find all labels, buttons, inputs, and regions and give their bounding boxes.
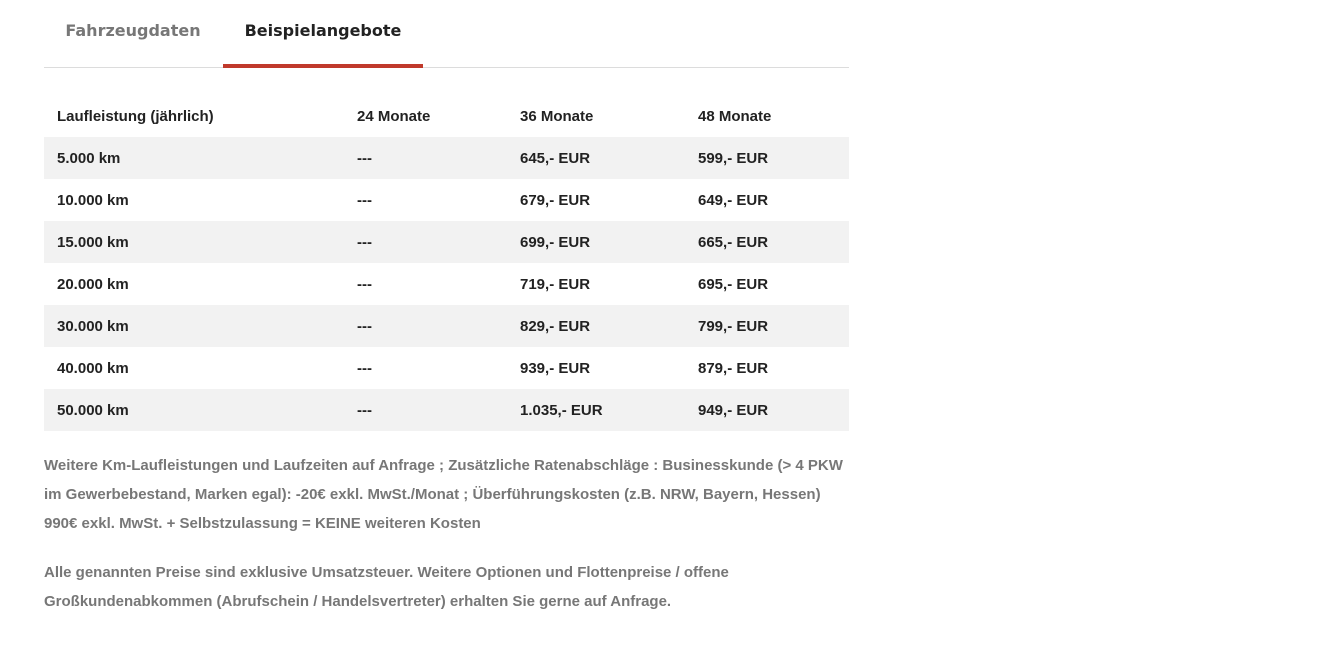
- cell-mileage: 20.000 km: [57, 275, 129, 293]
- cell-24-monate: ---: [357, 359, 372, 377]
- table-row: [44, 263, 849, 305]
- header-36-monate: 36 Monate: [520, 108, 594, 125]
- cell-36-monate: 829,- EUR: [520, 305, 698, 347]
- cell-mileage: 15.000 km: [44, 221, 357, 263]
- cell-24-monate: ---: [357, 137, 520, 179]
- cell-mileage: 10.000 km: [57, 191, 129, 209]
- note-tax-info: Alle genannten Preise sind exklusive Umsatzsteuer. Weitere Optionen und Flottenpreise / offene Großkundenabkommen (Abrufschein / Handelsvertreter) erhalten Sie gerne auf Anfrage.: [44, 564, 729, 610]
- cell-mileage: 50.000 km: [44, 389, 357, 431]
- table-row: [44, 179, 849, 221]
- cell-36-monate: 679,- EUR: [520, 191, 591, 209]
- active-tab-indicator: [223, 64, 423, 68]
- cell-36-monate: 719,- EUR: [520, 275, 591, 293]
- table-row: [44, 347, 849, 389]
- cell-48-monate: 649,- EUR: [698, 191, 769, 209]
- header-24-monate: 24 Monate: [357, 108, 431, 125]
- table-row: [44, 221, 849, 263]
- cell-36-monate: 1.035,- EUR: [520, 389, 698, 431]
- cell-36-monate: 939,- EUR: [520, 359, 591, 377]
- tab-bar: [44, 0, 849, 68]
- cell-mileage: 5.000 km: [44, 137, 357, 179]
- offers-panel: [44, 0, 849, 636]
- table-row: [44, 389, 849, 431]
- cell-48-monate: 599,- EUR: [698, 137, 849, 179]
- table-row: [44, 305, 849, 347]
- cell-36-monate: 645,- EUR: [520, 137, 698, 179]
- cell-24-monate: ---: [357, 389, 520, 431]
- cell-24-monate: ---: [357, 191, 372, 209]
- table-row: [44, 137, 849, 179]
- tab-beispielangebote[interactable]: Beispielangebote: [244, 21, 402, 40]
- header-48-monate: 48 Monate: [698, 108, 772, 125]
- note-additional-info: Weitere Km-Laufleistungen und Laufzeiten auf Anfrage ; Zusätzliche Ratenabschläge : Businesskunde (> 4 PKW im Gewerbebestand, Marken egal): -20€ exkl. MwSt./Monat ; Überführungskosten (z.B. NRW, Bayern, Hessen) 990€ exkl. MwSt. + Selbstzulassung = KEINE weiteren Kosten: [44, 457, 843, 532]
- leasing-offers-table: [44, 96, 849, 431]
- cell-mileage: 40.000 km: [57, 359, 129, 377]
- cell-mileage: 30.000 km: [44, 305, 357, 347]
- cell-48-monate: 879,- EUR: [698, 359, 769, 377]
- cell-48-monate: 695,- EUR: [698, 275, 769, 293]
- cell-24-monate: ---: [357, 221, 520, 263]
- table-header-row: [44, 96, 849, 137]
- cell-48-monate: 665,- EUR: [698, 221, 849, 263]
- offer-notes: [44, 451, 844, 616]
- cell-48-monate: 949,- EUR: [698, 389, 849, 431]
- cell-48-monate: 799,- EUR: [698, 305, 849, 347]
- cell-24-monate: ---: [357, 275, 372, 293]
- cell-24-monate: ---: [357, 305, 520, 347]
- header-laufleistung: Laufleistung (jährlich): [57, 108, 214, 125]
- cell-36-monate: 699,- EUR: [520, 221, 698, 263]
- tab-fahrzeugdaten[interactable]: Fahrzeugdaten: [65, 21, 201, 40]
